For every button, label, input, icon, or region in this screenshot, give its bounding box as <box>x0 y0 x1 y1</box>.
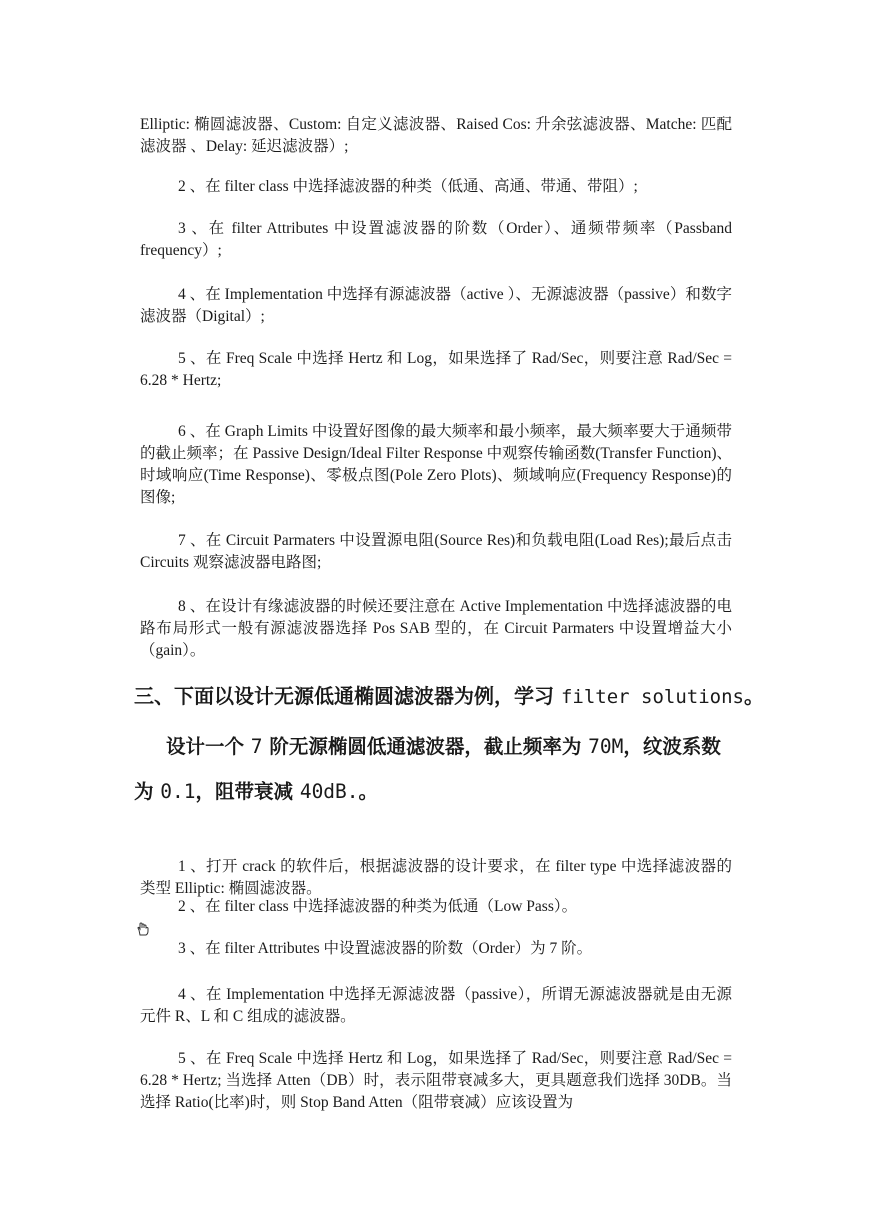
task-text: 阶无源椭圆低通滤波器，截止频率为 <box>262 735 589 758</box>
paragraph-filter-types: Elliptic: 椭圆滤波器、Custom: 自定义滤波器、Raised Cos: 升余弦滤波器、Matche: 匹配滤波器 、Delay: 延迟滤波器）; <box>140 116 732 155</box>
section-heading-code: filter solutions <box>560 686 744 708</box>
paragraph-step-2: 2 、在 filter class 中选择滤波器的种类（低通、高通、带通、带阻）; <box>178 178 638 195</box>
task-text: 设计一个 <box>166 735 251 758</box>
task-line-2 <box>134 776 378 804</box>
task-line-1 <box>166 731 721 759</box>
paragraph-step-5: 5 、在 Freq Scale 中选择 Hertz 和 Log，如果选择了 Rad/Sec，则要注意 Rad/Sec = 6.28 * Hertz; <box>140 350 732 389</box>
task-attenuation-value: 40dB. <box>299 780 359 803</box>
paragraph-step-4: 4 、在 Implementation 中选择有源滤波器（active ）、无源滤波器（passive）和数字滤波器（Digital）; <box>140 286 732 325</box>
paragraph-step-8: 8 、在设计有缘滤波器的时候还要注意在 Active Implementation 中选择滤波器的电路布局形式一般有源滤波器选择 Pos SAB 型的，在 Circuit Parmaters 中设置增益大小（gain）。 <box>140 598 732 659</box>
task-text: 。 <box>358 780 379 803</box>
task-text: ，阻带衰减 <box>195 780 300 803</box>
task-order-value: 7 <box>250 735 263 758</box>
instruction-step-3: 3 、在 filter Attributes 中设置滤波器的阶数（Order）为 7 阶。 <box>178 940 593 957</box>
instruction-step-2: 2 、在 filter class 中选择滤波器的种类为低通（Low Pass）。 <box>178 898 578 915</box>
instruction-step-4: 4 、在 Implementation 中选择无源滤波器（passive），所谓无源滤波器就是由无源元件 R、L 和 C 组成的滤波器。 <box>140 986 732 1025</box>
hand-cursor-icon <box>136 922 150 936</box>
section-heading-suffix: 。 <box>744 684 764 708</box>
task-cutoff-value: 70M <box>588 735 624 758</box>
paragraph-step-6: 6 、在 Graph Limits 中设置好图像的最大频率和最小频率，最大频率要大于通频带的截止频率；在 Passive Design/Ideal Filter Response 中观察传输函数(Transfer Function)、时域响应(Time Response)、零极点图(Pole Zero Plots)、频域响应(Frequency Response)的图像; <box>140 423 732 506</box>
paragraph-step-3: 3 、在 filter Attributes 中设置滤波器的阶数（Order）、通频带频率（Passband frequency）; <box>140 220 732 259</box>
task-ripple-value: 0.1 <box>160 780 196 803</box>
section-heading <box>134 683 774 710</box>
instruction-step-5: 5 、在 Freq Scale 中选择 Hertz 和 Log，如果选择了 Rad/Sec，则要注意 Rad/Sec = 6.28 * Hertz; 当选择 Atten（DB）时，表示阻带衰减多大，更具题意我们选择 30DB。当选择 Ratio(比率)时，则 Stop Band Atten（阻带衰减）应该设置为 <box>140 1050 732 1111</box>
task-text: ，纹波系数 <box>623 735 721 758</box>
section-heading-prefix: 三、下面以设计无源低通椭圆滤波器为例，学习 <box>134 684 561 708</box>
instruction-step-1: 1 、打开 crack 的软件后，根据滤波器的设计要求，在 filter type 中选择滤波器的类型 Elliptic: 椭圆滤波器。 <box>140 858 732 897</box>
paragraph-step-7: 7 、在 Circuit Parmaters 中设置源电阻(Source Res)和负载电阻(Load Res);最后点击 Circuits 观察滤波器电路图; <box>140 532 732 571</box>
task-text: 为 <box>134 780 161 803</box>
